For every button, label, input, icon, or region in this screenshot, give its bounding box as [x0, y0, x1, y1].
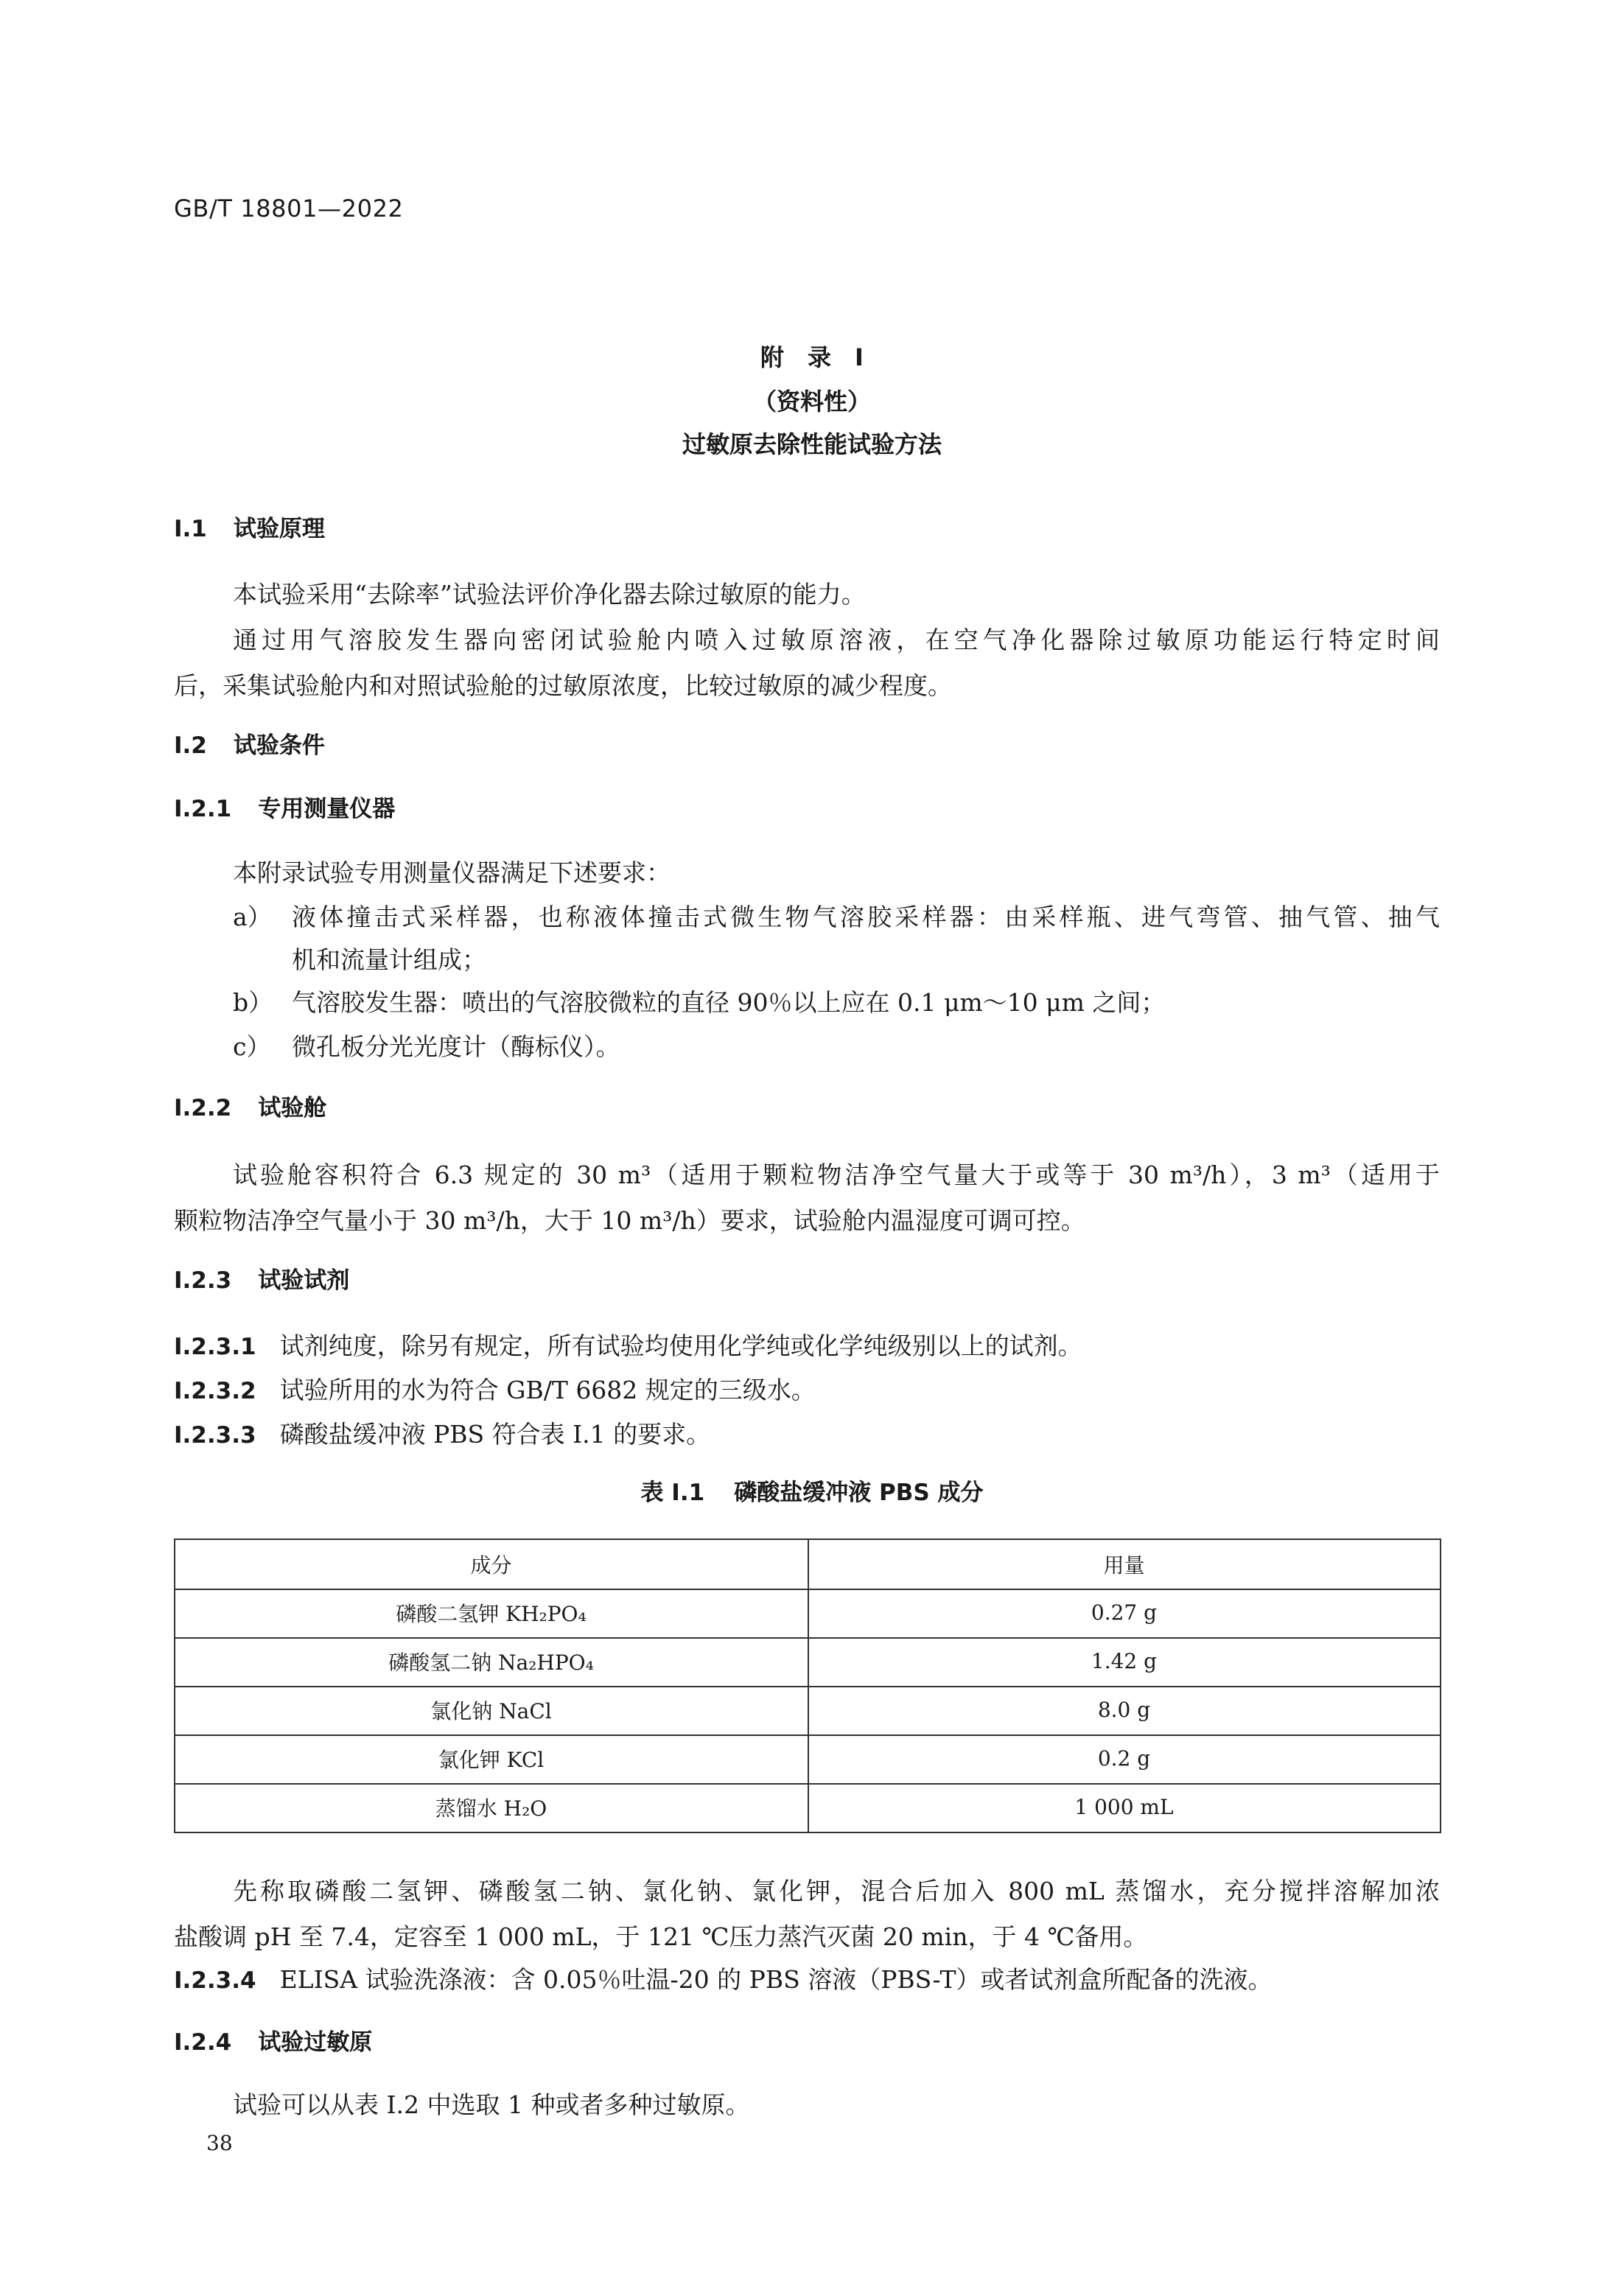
table-row: [175, 1638, 1441, 1687]
table-caption-number: 表 I.1: [640, 1480, 705, 1506]
amount-cell: 1 000 mL: [808, 1784, 1441, 1832]
paragraph: 本附录试验专用测量仪器满足下述要求：: [233, 859, 671, 887]
section-title: 试验过敏原: [258, 2029, 373, 2056]
component-cell: 蒸馏水 H₂O: [175, 1784, 808, 1832]
list-item-text: 液体撞击式采样器，也称液体撞击式微生物气溶胶采样器：由采样瓶、进气弯管、抽气管、抽气: [292, 903, 1440, 931]
section-I2-heading: [174, 728, 325, 760]
component-cell: 氯化钾 KCl: [175, 1735, 808, 1784]
paragraph-line: 通过用气溶胶发生器向密闭试验舱内喷入过敏原溶液，在空气净化器除过敏原功能运行特定时间: [233, 626, 1440, 654]
list-item-label: a）: [233, 903, 272, 931]
subsection-I231: [174, 1326, 1082, 1362]
subsection-I232: [174, 1370, 816, 1406]
section-number: I.1: [174, 516, 207, 542]
list-item-text: 机和流量计组成；: [292, 946, 486, 974]
section-number: I.2: [174, 732, 207, 759]
section-I22-heading: [174, 1091, 326, 1123]
amount-cell: 0.27 g: [808, 1589, 1441, 1638]
section-title: 试验舱: [258, 1095, 327, 1121]
paragraph-line: 试验舱容积符合 6.3 规定的 30 m³（适用于颗粒物洁净空气量大于或等于 30 m³/h），3 m³（适用于: [233, 1161, 1440, 1189]
table-header-row: [175, 1539, 1441, 1589]
appendix-label: 附 录 I: [760, 343, 864, 371]
amount-cell: 1.42 g: [808, 1638, 1441, 1687]
table-caption-title: 磷酸盐缓冲液 PBS 成分: [734, 1480, 984, 1506]
section-title: 试验试剂: [258, 1267, 350, 1294]
paragraph: 试验可以从表 I.2 中选取 1 种或者多种过敏原。: [233, 2091, 750, 2119]
list-item-label: c）: [233, 1033, 271, 1061]
subsection-text: 磷酸盐缓冲液 PBS 符合表 I.1 的要求。: [279, 1421, 711, 1449]
column-header-amount: 用量: [808, 1539, 1441, 1589]
subsection-number: I.2.3.3: [174, 1422, 256, 1449]
paragraph-line: 颗粒物洁净空气量小于 30 m³/h，大于 10 m³/h）要求，试验舱内温湿度可调可控。: [174, 1207, 1085, 1235]
section-title: 专用测量仪器: [258, 796, 396, 822]
paragraph-line: 盐酸调 pH 至 7.4，定容至 1 000 mL，于 121 ℃压力蒸汽灭菌 20 min，于 4 ℃备用。: [174, 1923, 1148, 1951]
appendix-title: 过敏原去除性能试验方法: [682, 430, 942, 458]
section-number: I.2.2: [174, 1095, 232, 1121]
subsection-number: I.2.3.1: [174, 1334, 256, 1360]
pbs-composition-table: [174, 1538, 1441, 1833]
table-row: [175, 1589, 1441, 1638]
standard-code-header: GB/T 18801—2022: [174, 195, 404, 223]
subsection-number: I.2.3.2: [174, 1378, 256, 1404]
page-number: 38: [206, 2132, 233, 2156]
appendix-nature: （资料性）: [752, 388, 871, 416]
component-cell: 氯化钠 NaCl: [175, 1687, 808, 1735]
paragraph-line: 先称取磷酸二氢钾、磷酸氢二钠、氯化钠、氯化钾，混合后加入 800 mL 蒸馏水，充分搅拌溶解加浓: [233, 1877, 1440, 1905]
list-item-text: 气溶胶发生器：喷出的气溶胶微粒的直径 90％以上应在 0.1 μm～10 μm 之间；: [292, 989, 1166, 1017]
amount-cell: 0.2 g: [808, 1735, 1441, 1784]
subsection-text: 试验所用的水为符合 GB/T 6682 规定的三级水。: [279, 1376, 816, 1404]
list-item-text: 微孔板分光光度计（酶标仪）。: [292, 1033, 620, 1061]
subsection-I233: [174, 1415, 710, 1450]
section-number: I.2.3: [174, 1267, 232, 1294]
section-number: I.2.4: [174, 2029, 232, 2056]
subsection-I234: [174, 1960, 1272, 1995]
section-I1-heading: [174, 511, 325, 544]
table-row: [175, 1687, 1441, 1735]
section-title: 试验原理: [233, 516, 325, 542]
table-caption: [0, 1475, 1624, 1508]
section-I21-heading: [174, 791, 395, 824]
section-number: I.2.1: [174, 796, 232, 822]
section-I24-heading: [174, 2025, 372, 2057]
amount-cell: 8.0 g: [808, 1687, 1441, 1735]
subsection-text: ELISA 试验洗涤液：含 0.05％吐温-20 的 PBS 溶液（PBS-T）或者试剂盒所配备的洗液。: [279, 1966, 1273, 1994]
component-cell: 磷酸二氢钾 KH₂PO₄: [175, 1589, 808, 1638]
paragraph: 本试验采用“去除率”试验法评价净化器去除过敏原的能力。: [233, 581, 866, 609]
table-row: [175, 1735, 1441, 1784]
subsection-number: I.2.3.4: [174, 1967, 256, 1994]
table-row: [175, 1784, 1441, 1832]
list-item-label: b）: [233, 989, 273, 1017]
paragraph-line: 后，采集试验舱内和对照试验舱的过敏原浓度，比较过敏原的减少程度。: [174, 672, 952, 700]
component-cell: 磷酸氢二钠 Na₂HPO₄: [175, 1638, 808, 1687]
section-title: 试验条件: [233, 732, 325, 759]
subsection-text: 试剂纯度，除另有规定，所有试验均使用化学纯或化学纯级别以上的试剂。: [279, 1332, 1082, 1360]
section-I23-heading: [174, 1263, 349, 1295]
column-header-component: 成分: [175, 1539, 808, 1589]
